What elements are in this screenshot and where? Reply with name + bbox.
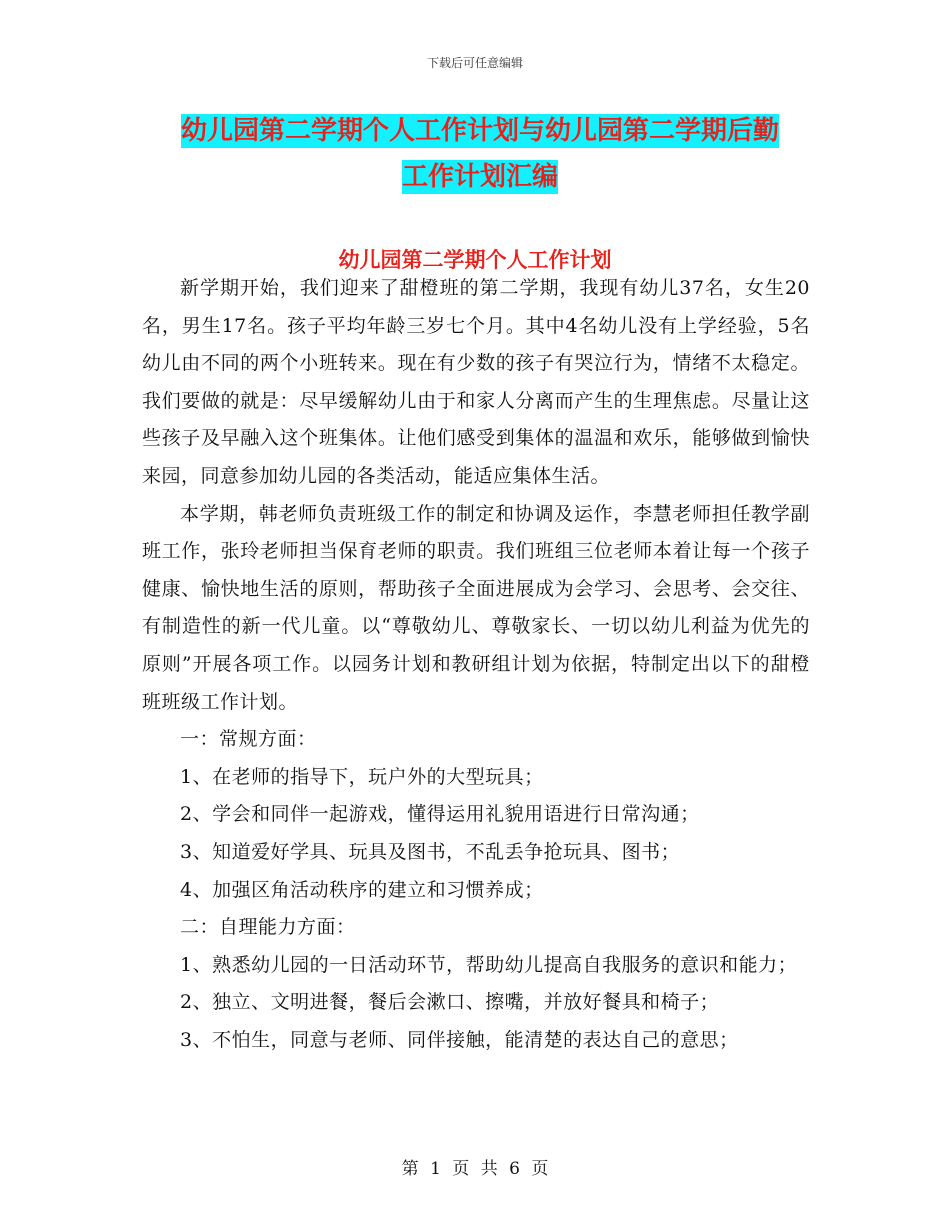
heading-routine: 一：常规方面： xyxy=(180,728,317,751)
body-text xyxy=(142,270,810,1059)
list-item: 1、在老师的指导下，玩户外的大型玩具； xyxy=(180,765,544,788)
paragraph-intro: 新学期开始，我们迎来了甜橙班的第二学期，我现有幼儿37名，女生20名，男生17名。孩子平均年龄三岁七个月。其中4名幼儿没有上学经验，5名幼儿由不同的两个小班转来。现在有少数的孩子有哭泣行为，情绪不太稳定。我们要做的就是：尽早缓解幼儿由于和家人分离而产生的生理焦虑。尽量让这些孩子及早融入这个班集体。让他们感受到集体的温温和欢乐，能够做到愉快来园，同意参加幼儿园的各类活动，能适应集体生活。 xyxy=(142,277,810,487)
list-item: 2、学会和同伴一起游戏，懂得运用礼貌用语进行日常沟通； xyxy=(180,803,700,826)
heading-self-care: 二：自理能力方面： xyxy=(180,916,356,939)
list-item: 4、加强区角活动秩序的建立和习惯养成； xyxy=(180,878,544,901)
paragraph-staff: 本学期，韩老师负责班级工作的制定和协调及运作，李慧老师担任教学副班工作，张玲老师担当保育老师的职责。我们班组三位老师本着让每一个孩子健康、愉快地生活的原则，帮助孩子全面进展成为会学习、会思考、会交往、有制造性的新一代儿童。以“尊敬幼儿、尊敬家长、一切以幼儿利益为优先的原则”开展各项工作。以园务计划和教研组计划为依据，特制定出以下的甜橙班班级工作计划。 xyxy=(142,502,810,713)
document-title xyxy=(140,108,820,200)
section-title: 幼儿园第二学期个人工作计划 xyxy=(338,248,612,272)
page-footer: 第 1 页 共 6 页 xyxy=(401,1159,549,1179)
document-title-line-1: 幼儿园第二学期个人工作计划与幼儿园第二学期后勤 xyxy=(180,116,779,146)
header-note: 下载后可任意编辑 xyxy=(426,56,523,70)
list-item: 3、不怕生，同意与老师、同伴接触，能清楚的表达自己的意思； xyxy=(180,1028,739,1051)
list-item: 2、独立、文明进餐，餐后会漱口、擦嘴，并放好餐具和椅子； xyxy=(180,991,720,1014)
list-item: 1、熟悉幼儿园的一日活动环节，帮助幼儿提高自我服务的意识和能力； xyxy=(180,953,798,976)
document-title-line-2: 工作计划汇编 xyxy=(401,162,558,192)
list-item: 3、知道爱好学具、玩具及图书，不乱丢争抢玩具、图书； xyxy=(180,840,681,863)
